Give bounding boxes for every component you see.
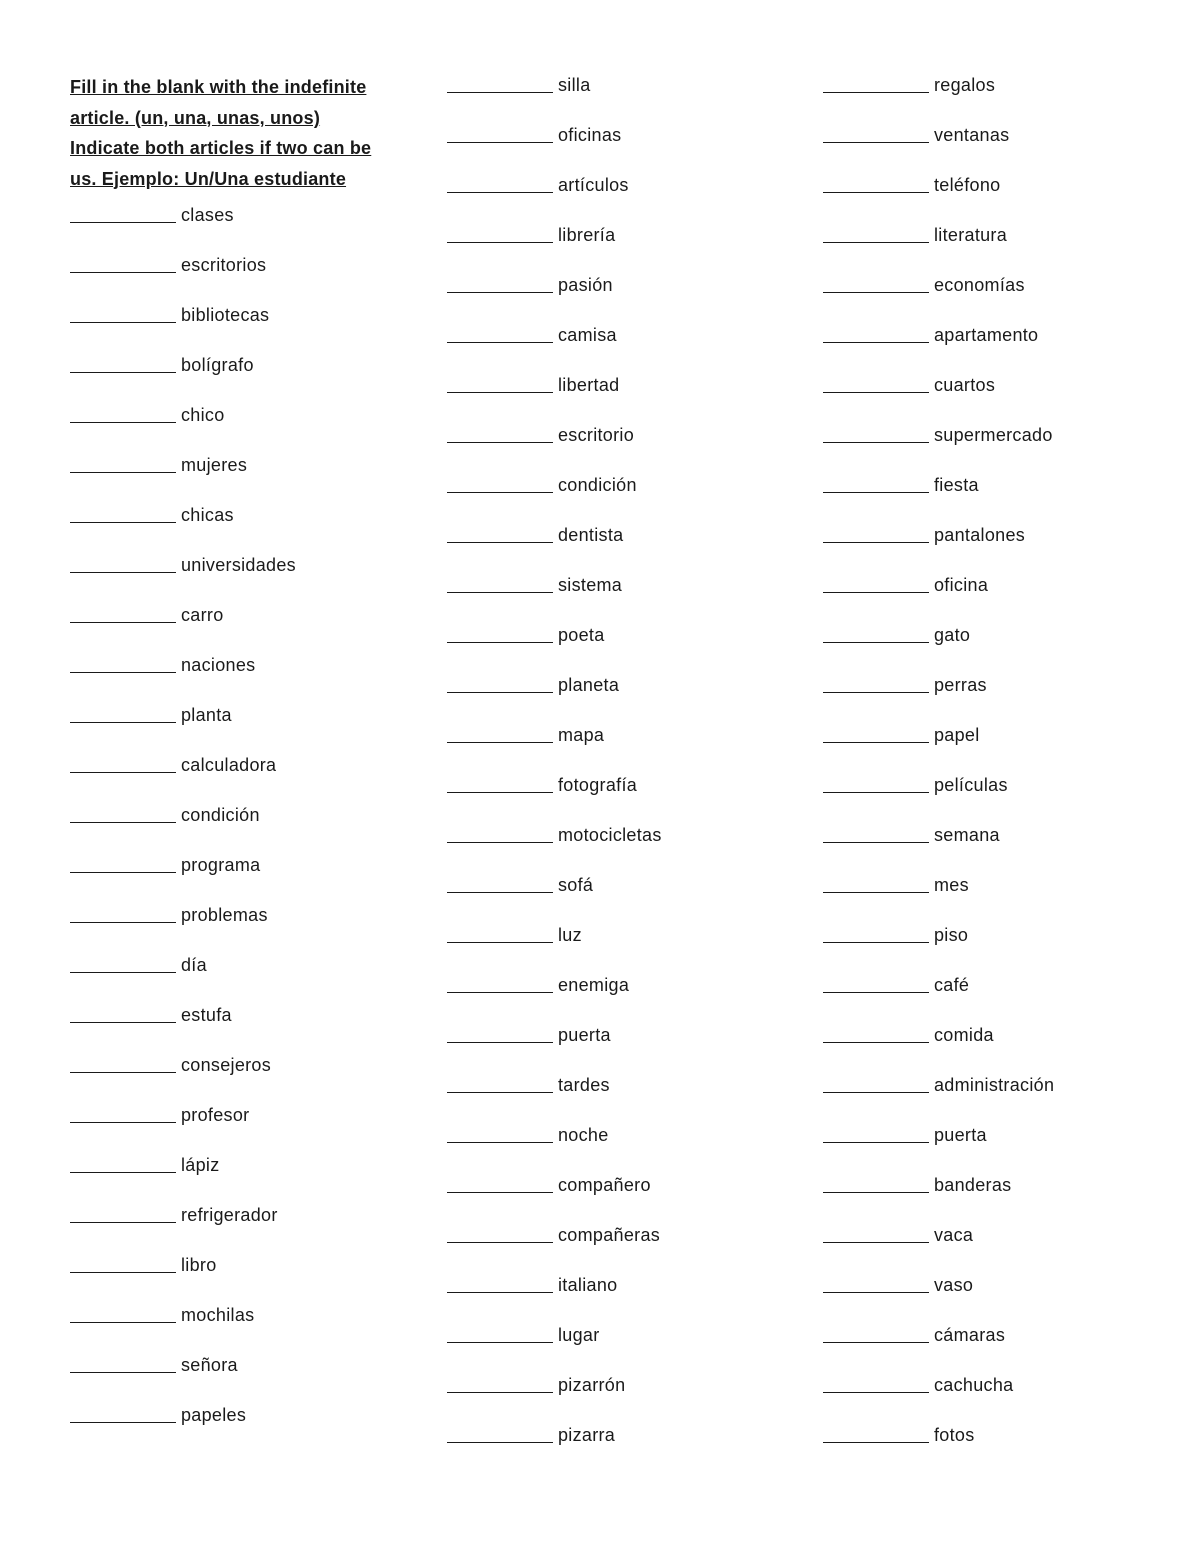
noun-word: problemas — [181, 905, 268, 925]
answer-blank[interactable] — [70, 1252, 176, 1273]
exercise-item — [447, 1422, 787, 1472]
exercise-item — [447, 772, 787, 822]
answer-blank[interactable] — [823, 372, 929, 393]
exercise-item — [447, 722, 787, 772]
noun-word: oficinas — [558, 125, 622, 145]
noun-word: tardes — [558, 1075, 610, 1095]
noun-word: enemiga — [558, 975, 630, 995]
answer-blank[interactable] — [447, 672, 553, 693]
exercise-item — [823, 722, 1163, 772]
noun-word: cuartos — [934, 375, 996, 395]
answer-blank[interactable] — [447, 222, 553, 243]
noun-word: bibliotecas — [181, 305, 270, 325]
exercise-item — [447, 1372, 787, 1422]
noun-word: dentista — [558, 525, 624, 545]
exercise-item — [70, 1052, 410, 1102]
noun-word: escritorios — [181, 255, 267, 275]
exercise-item — [447, 822, 787, 872]
exercise-item — [823, 72, 1163, 122]
noun-word: planta — [181, 705, 232, 725]
answer-blank[interactable] — [70, 952, 176, 973]
exercise-item — [447, 222, 787, 272]
noun-word: luz — [558, 925, 582, 945]
exercise-item — [447, 272, 787, 322]
answer-blank[interactable] — [70, 552, 176, 573]
noun-word: pasión — [558, 275, 613, 295]
noun-word: cámaras — [934, 1325, 1006, 1345]
noun-word: compañeras — [558, 1225, 661, 1245]
noun-word: mochilas — [181, 1305, 255, 1325]
exercise-item — [447, 672, 787, 722]
exercise-item — [70, 952, 410, 1002]
noun-word: teléfono — [934, 175, 1001, 195]
exercise-item — [823, 772, 1163, 822]
answer-blank[interactable] — [823, 1322, 929, 1343]
answer-blank[interactable] — [447, 522, 553, 543]
answer-blank[interactable] — [447, 1372, 553, 1393]
exercise-item — [823, 972, 1163, 1022]
answer-blank[interactable] — [823, 822, 929, 843]
exercise-item — [823, 122, 1163, 172]
noun-word: fotografía — [558, 775, 638, 795]
noun-word: libertad — [558, 375, 620, 395]
exercise-item — [447, 872, 787, 922]
exercise-item — [70, 552, 410, 602]
noun-word: italiano — [558, 1275, 618, 1295]
answer-blank[interactable] — [823, 772, 929, 793]
noun-word: condición — [558, 475, 637, 495]
noun-word: lugar — [558, 1325, 600, 1345]
word-list-3 — [823, 72, 1163, 1472]
noun-word: regalos — [934, 75, 996, 95]
answer-blank[interactable] — [70, 852, 176, 873]
answer-blank[interactable] — [447, 1422, 553, 1443]
exercise-item — [823, 922, 1163, 972]
exercise-item — [823, 622, 1163, 672]
answer-blank[interactable] — [70, 352, 176, 373]
answer-blank[interactable] — [823, 522, 929, 543]
noun-word: bolígrafo — [181, 355, 254, 375]
exercise-item — [70, 902, 410, 952]
exercise-item — [823, 1122, 1163, 1172]
answer-blank[interactable] — [823, 122, 929, 143]
noun-word: vaso — [934, 1275, 974, 1295]
answer-blank[interactable] — [70, 652, 176, 673]
answer-blank[interactable] — [823, 272, 929, 293]
noun-word: sofá — [558, 875, 594, 895]
exercise-item — [70, 802, 410, 852]
noun-word: día — [181, 955, 207, 975]
answer-blank[interactable] — [70, 802, 176, 823]
answer-blank[interactable] — [447, 472, 553, 493]
answer-blank[interactable] — [70, 502, 176, 523]
answer-blank[interactable] — [447, 422, 553, 443]
exercise-item — [447, 972, 787, 1022]
exercise-item — [823, 422, 1163, 472]
exercise-item — [823, 222, 1163, 272]
exercise-item — [447, 922, 787, 972]
noun-word: mes — [934, 875, 969, 895]
noun-word: artículos — [558, 175, 629, 195]
noun-word: películas — [934, 775, 1008, 795]
noun-word: escritorio — [558, 425, 635, 445]
exercise-item — [823, 1222, 1163, 1272]
exercise-item — [70, 252, 410, 302]
exercise-item — [70, 1352, 410, 1402]
exercise-item — [70, 852, 410, 902]
answer-blank[interactable] — [447, 622, 553, 643]
exercise-item — [447, 1072, 787, 1122]
answer-blank[interactable] — [823, 622, 929, 643]
exercise-item — [70, 1302, 410, 1352]
noun-word: oficina — [934, 575, 989, 595]
exercise-item — [447, 1222, 787, 1272]
answer-blank[interactable] — [447, 722, 553, 743]
noun-word: supermercado — [934, 425, 1053, 445]
exercise-item — [70, 1152, 410, 1202]
exercise-item — [447, 1322, 787, 1372]
noun-word: lápiz — [181, 1155, 220, 1175]
answer-blank[interactable] — [823, 1172, 929, 1193]
answer-blank[interactable] — [447, 872, 553, 893]
noun-word: señora — [181, 1355, 238, 1375]
exercise-item — [823, 522, 1163, 572]
noun-word: planeta — [558, 675, 620, 695]
answer-blank[interactable] — [70, 1152, 176, 1173]
exercise-item — [70, 452, 410, 502]
noun-word: cachucha — [934, 1375, 1014, 1395]
answer-blank[interactable] — [447, 1222, 553, 1243]
exercise-item — [823, 1422, 1163, 1472]
noun-word: administración — [934, 1075, 1055, 1095]
answer-blank[interactable] — [70, 302, 176, 323]
noun-word: clases — [181, 205, 234, 225]
noun-word: condición — [181, 805, 260, 825]
answer-blank[interactable] — [447, 1122, 553, 1143]
noun-word: refrigerador — [181, 1205, 278, 1225]
exercise-item — [447, 1122, 787, 1172]
answer-blank[interactable] — [70, 902, 176, 923]
exercise-item — [447, 472, 787, 522]
exercise-item — [70, 1102, 410, 1152]
exercise-item — [823, 1072, 1163, 1122]
answer-blank[interactable] — [447, 322, 553, 343]
noun-word: chico — [181, 405, 225, 425]
exercise-item — [447, 72, 787, 122]
exercise-item — [823, 472, 1163, 522]
exercise-item — [447, 522, 787, 572]
noun-word: libro — [181, 1255, 217, 1275]
noun-word: papel — [934, 725, 980, 745]
answer-blank[interactable] — [447, 922, 553, 943]
answer-blank[interactable] — [70, 1352, 176, 1373]
noun-word: silla — [558, 75, 591, 95]
exercise-item — [70, 652, 410, 702]
noun-word: consejeros — [181, 1055, 272, 1075]
noun-word: fotos — [934, 1425, 975, 1445]
answer-blank[interactable] — [70, 1102, 176, 1123]
exercise-item — [823, 172, 1163, 222]
answer-blank[interactable] — [70, 1202, 176, 1223]
noun-word: pizarrón — [558, 1375, 626, 1395]
answer-blank[interactable] — [447, 572, 553, 593]
answer-blank[interactable] — [447, 172, 553, 193]
answer-blank[interactable] — [823, 722, 929, 743]
answer-blank[interactable] — [823, 1372, 929, 1393]
noun-word: puerta — [934, 1125, 987, 1145]
noun-word: gato — [934, 625, 971, 645]
exercise-item — [70, 352, 410, 402]
noun-word: semana — [934, 825, 1000, 845]
noun-word: carro — [181, 605, 224, 625]
answer-blank[interactable] — [70, 202, 176, 223]
exercise-item — [447, 1022, 787, 1072]
exercise-item — [70, 302, 410, 352]
exercise-item — [823, 1172, 1163, 1222]
answer-blank[interactable] — [823, 572, 929, 593]
instructions-heading: Fill in the blank with the indefinite article. (un, una, unas, unos) Indicate both articles if two can be us. Ejemplo: Un/Una estudiante — [70, 77, 372, 189]
answer-blank[interactable] — [823, 1222, 929, 1243]
exercise-item — [447, 372, 787, 422]
exercise-item — [447, 1172, 787, 1222]
answer-blank[interactable] — [70, 252, 176, 273]
noun-word: camisa — [558, 325, 617, 345]
exercise-item — [823, 322, 1163, 372]
exercise-item — [447, 422, 787, 472]
exercise-item — [70, 502, 410, 552]
exercise-item — [447, 572, 787, 622]
answer-blank[interactable] — [447, 72, 553, 93]
exercise-item — [823, 1322, 1163, 1372]
answer-blank[interactable] — [70, 452, 176, 473]
exercise-item — [70, 602, 410, 652]
answer-blank[interactable] — [447, 1172, 553, 1193]
noun-word: pantalones — [934, 525, 1026, 545]
answer-blank[interactable] — [447, 822, 553, 843]
exercise-item — [447, 1272, 787, 1322]
answer-blank[interactable] — [823, 1072, 929, 1093]
noun-word: pizarra — [558, 1425, 616, 1445]
answer-blank[interactable] — [447, 1072, 553, 1093]
answer-blank[interactable] — [447, 1272, 553, 1293]
answer-blank[interactable] — [823, 872, 929, 893]
answer-blank[interactable] — [70, 1002, 176, 1023]
answer-blank[interactable] — [823, 922, 929, 943]
exercise-item — [823, 1022, 1163, 1072]
noun-word: programa — [181, 855, 261, 875]
exercise-item — [823, 672, 1163, 722]
answer-blank[interactable] — [70, 752, 176, 773]
exercise-item — [70, 1202, 410, 1252]
noun-word: estufa — [181, 1005, 232, 1025]
noun-word: chicas — [181, 505, 234, 525]
exercise-item — [70, 202, 410, 252]
column-2 — [447, 72, 787, 1472]
answer-blank[interactable] — [70, 402, 176, 423]
noun-word: puerta — [558, 1025, 611, 1045]
exercise-item — [447, 172, 787, 222]
noun-word: compañero — [558, 1175, 651, 1195]
exercise-item — [447, 122, 787, 172]
noun-word: mapa — [558, 725, 605, 745]
answer-blank[interactable] — [70, 602, 176, 623]
noun-word: banderas — [934, 1175, 1012, 1195]
exercise-item — [823, 372, 1163, 422]
answer-blank[interactable] — [823, 472, 929, 493]
exercise-item — [70, 752, 410, 802]
noun-word: fiesta — [934, 475, 979, 495]
answer-blank[interactable] — [70, 702, 176, 723]
noun-word: apartamento — [934, 325, 1039, 345]
exercise-item — [70, 702, 410, 752]
answer-blank[interactable] — [447, 1322, 553, 1343]
noun-word: café — [934, 975, 970, 995]
exercise-item — [823, 1272, 1163, 1322]
noun-word: motocicletas — [558, 825, 662, 845]
answer-blank[interactable] — [447, 772, 553, 793]
answer-blank[interactable] — [823, 1122, 929, 1143]
exercise-item — [70, 1402, 410, 1452]
word-list-2 — [447, 72, 787, 1472]
answer-blank[interactable] — [447, 972, 553, 993]
answer-blank[interactable] — [823, 422, 929, 443]
noun-word: poeta — [558, 625, 605, 645]
noun-word: calculadora — [181, 755, 277, 775]
noun-word: universidades — [181, 555, 296, 575]
answer-blank[interactable] — [823, 1022, 929, 1043]
noun-word: vaca — [934, 1225, 974, 1245]
answer-blank[interactable] — [70, 1052, 176, 1073]
answer-blank[interactable] — [70, 1402, 176, 1423]
noun-word: papeles — [181, 1405, 247, 1425]
column-3 — [823, 72, 1163, 1472]
answer-blank[interactable] — [823, 1422, 929, 1443]
noun-word: piso — [934, 925, 969, 945]
noun-word: mujeres — [181, 455, 248, 475]
noun-word: ventanas — [934, 125, 1010, 145]
exercise-item — [70, 1002, 410, 1052]
exercise-item — [447, 622, 787, 672]
exercise-item — [823, 1372, 1163, 1422]
answer-blank[interactable] — [447, 122, 553, 143]
exercise-item — [823, 872, 1163, 922]
noun-word: economías — [934, 275, 1025, 295]
answer-blank[interactable] — [823, 322, 929, 343]
noun-word: sistema — [558, 575, 623, 595]
word-list-1 — [70, 202, 410, 1452]
answer-blank[interactable] — [823, 172, 929, 193]
noun-word: profesor — [181, 1105, 250, 1125]
column-1 — [70, 72, 410, 1452]
exercise-item — [70, 1252, 410, 1302]
answer-blank[interactable] — [70, 1302, 176, 1323]
noun-word: noche — [558, 1125, 609, 1145]
answer-blank[interactable] — [823, 72, 929, 93]
exercise-item — [823, 272, 1163, 322]
answer-blank[interactable] — [823, 672, 929, 693]
noun-word: naciones — [181, 655, 256, 675]
noun-word: librería — [558, 225, 616, 245]
answer-blank[interactable] — [823, 222, 929, 243]
answer-blank[interactable] — [447, 272, 553, 293]
answer-blank[interactable] — [447, 372, 553, 393]
exercise-item — [447, 322, 787, 372]
noun-word: perras — [934, 675, 987, 695]
noun-word: literatura — [934, 225, 1008, 245]
answer-blank[interactable] — [823, 972, 929, 993]
answer-blank[interactable] — [447, 1022, 553, 1043]
answer-blank[interactable] — [823, 1272, 929, 1293]
exercise-item — [70, 402, 410, 452]
exercise-item — [823, 572, 1163, 622]
noun-word: comida — [934, 1025, 994, 1045]
exercise-item — [823, 822, 1163, 872]
